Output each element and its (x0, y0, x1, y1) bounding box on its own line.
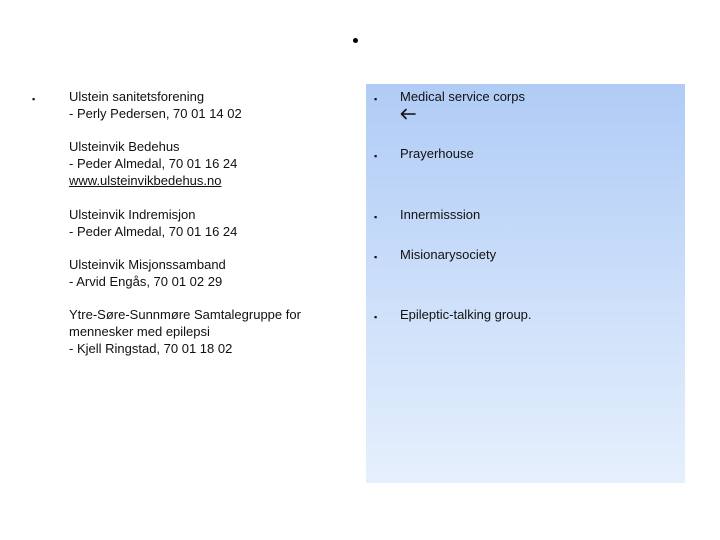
translation-innermission: Innermisssion (400, 207, 481, 222)
entry-name-line1: Ytre-Søre-Sunnmøre Samtalegruppe for (69, 307, 301, 322)
entry-name-line2: mennesker med epilepsi (69, 324, 210, 339)
translation-bullet: ▪ (374, 212, 378, 222)
translation-epileptic-group: Epileptic-talking group. (400, 307, 532, 322)
entry-name: Ulsteinvik Misjonssamband (69, 257, 226, 272)
entry-contact: - Peder Almedal, 70 01 16 24 (69, 156, 238, 171)
entry-contact: - Perly Pedersen, 70 01 14 02 (69, 106, 242, 121)
entry-name: Ulstein sanitetsforening (69, 89, 205, 104)
entry-indremisjon (69, 206, 237, 240)
translation-bullet: ▪ (374, 252, 378, 262)
translation-medical-service-corps: Medical service corps (400, 89, 525, 104)
entry-misjonssamband (69, 256, 226, 290)
translation-bullet: ▪ (374, 312, 378, 322)
entry-contact: - Kjell Ringstad, 70 01 18 02 (69, 341, 233, 356)
entry-name: Ulsteinvik Indremisjon (69, 207, 196, 222)
translation-panel (366, 84, 685, 483)
entry-sanitetsforening (69, 88, 242, 122)
bedehus-website-link[interactable]: www.ulsteinvikbedehus.no (69, 173, 222, 188)
entry-samtalegruppe (69, 306, 301, 357)
entry-contact: - Arvid Engås, 70 01 02 29 (69, 274, 223, 289)
translation-bullet: ▪ (374, 94, 378, 104)
translation-bullet: ▪ (374, 151, 378, 161)
top-bullet-dot (353, 38, 358, 43)
entry-bedehus (69, 138, 237, 189)
entry-contact: - Peder Almedal, 70 01 16 24 (69, 224, 238, 239)
translation-missionary-society: Misionarysociety (400, 247, 497, 262)
entry-name: Ulsteinvik Bedehus (69, 139, 180, 154)
left-list-bullet: ▪ (32, 94, 36, 104)
translation-prayerhouse: Prayerhouse (400, 146, 474, 161)
left-arrow-icon (400, 108, 416, 120)
